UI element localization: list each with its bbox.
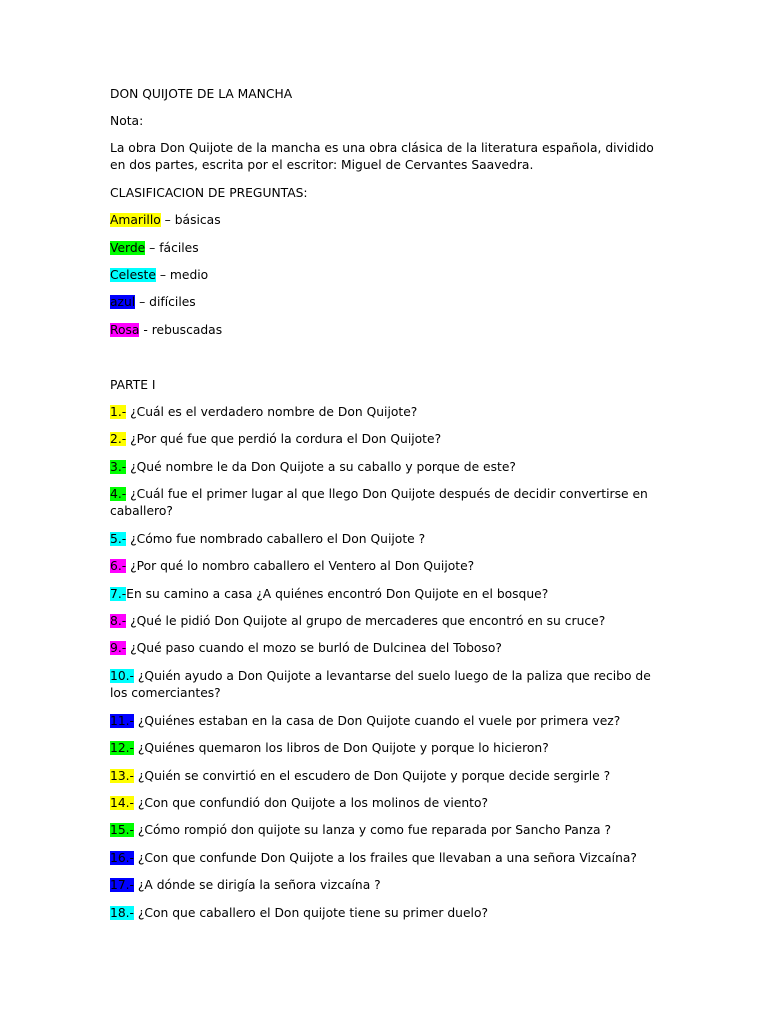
question-item (110, 404, 670, 421)
question-number: 16.- (110, 851, 134, 865)
question-text: ¿Cuál es el verdadero nombre de Don Quijote? (126, 405, 418, 419)
question-number: 10.- (110, 669, 134, 683)
question-item (110, 586, 670, 603)
question-number: 6.- (110, 559, 127, 573)
question-number: 4.- (110, 487, 127, 501)
question-item (110, 768, 670, 785)
legend-item (110, 322, 670, 339)
legend-description: – difíciles (135, 295, 196, 309)
question-text: ¿Quién se convirtió en el escudero de Don Quijote y porque decide sergirle ? (134, 769, 611, 783)
question-text: ¿Qué paso cuando el mozo se burló de Dulcinea del Toboso? (126, 641, 502, 655)
question-text: ¿Con que confunde Don Quijote a los frailes que llevaban a una señora Vizcaína? (134, 851, 637, 865)
question-item (110, 713, 670, 730)
question-number: 1.- (110, 405, 127, 419)
question-text: ¿Por qué lo nombro caballero el Ventero al Don Quijote? (126, 559, 475, 573)
question-item (110, 822, 670, 839)
question-text: ¿Con que confundió don Quijote a los molinos de viento? (134, 796, 488, 810)
question-item (110, 877, 670, 894)
legend-color-label: azul (110, 295, 136, 309)
legend-item (110, 294, 670, 311)
legend-color-label: Rosa (110, 323, 140, 337)
question-number: 14.- (110, 796, 134, 810)
question-number: 11.- (110, 714, 134, 728)
question-number: 18.- (110, 906, 134, 920)
question-number: 5.- (110, 532, 127, 546)
legend-item (110, 240, 670, 257)
question-number: 8.- (110, 614, 127, 628)
question-text: ¿Qué nombre le da Don Quijote a su caballo y porque de este? (126, 460, 516, 474)
question-item (110, 459, 670, 476)
question-item (110, 668, 670, 702)
question-item (110, 613, 670, 630)
question-item (110, 905, 670, 922)
question-text: ¿Quiénes quemaron los libros de Don Quijote y porque lo hicieron? (134, 741, 549, 755)
question-text: ¿Quién ayudo a Don Quijote a levantarse del suelo luego de la paliza que recibo de los comerciantes? (110, 669, 651, 700)
question-number: 17.- (110, 878, 134, 892)
question-text: ¿Qué le pidió Don Quijote al grupo de mercaderes que encontró en su cruce? (126, 614, 606, 628)
part-heading: PARTE I (110, 378, 156, 392)
question-item (110, 486, 670, 520)
question-number: 3.- (110, 460, 127, 474)
question-text: ¿Cómo rompió don quijote su lanza y como fue reparada por Sancho Panza ? (134, 823, 611, 837)
classification-heading: CLASIFICACION DE PREGUNTAS: (110, 186, 308, 200)
question-item (110, 850, 670, 867)
question-text: ¿Quiénes estaban en la casa de Don Quijote cuando el vuele por primera vez? (134, 714, 621, 728)
question-text: ¿Con que caballero el Don quijote tiene su primer duelo? (134, 906, 489, 920)
legend-item (110, 267, 670, 284)
question-number: 2.- (110, 432, 127, 446)
question-number: 9.- (110, 641, 127, 655)
legend-color-label: Celeste (110, 268, 156, 282)
legend-description: - rebuscadas (139, 323, 223, 337)
question-item (110, 795, 670, 812)
document-title: DON QUIJOTE DE LA MANCHA (110, 87, 293, 101)
question-text: ¿A dónde se dirigía la señora vizcaína ? (134, 878, 381, 892)
nota-label: Nota: (110, 114, 144, 128)
question-number: 12.- (110, 741, 134, 755)
question-item (110, 640, 670, 657)
intro-paragraph: La obra Don Quijote de la mancha es una obra clásica de la literatura española, dividido en dos partes, escrita por el escritor: Miguel de Cervantes Saavedra. (110, 141, 654, 172)
legend-color-label: Verde (110, 241, 146, 255)
legend-item (110, 212, 670, 229)
question-item (110, 558, 670, 575)
legend-description: – medio (155, 268, 209, 282)
question-item (110, 740, 670, 757)
question-text: En su camino a casa ¿A quiénes encontró Don Quijote en el bosque? (126, 587, 549, 601)
legend-description: – fáciles (145, 241, 199, 255)
legend-description: – básicas (160, 213, 221, 227)
legend-color-label: Amarillo (110, 213, 161, 227)
question-item (110, 431, 670, 448)
question-text: ¿Cómo fue nombrado caballero el Don Quijote ? (126, 532, 426, 546)
question-text: ¿Por qué fue que perdió la cordura el Don Quijote? (126, 432, 442, 446)
question-number: 7.- (110, 587, 127, 601)
question-item (110, 531, 670, 548)
question-number: 13.- (110, 769, 134, 783)
question-number: 15.- (110, 823, 134, 837)
question-text: ¿Cuál fue el primer lugar al que llego Don Quijote después de decidir convertirse en caballero? (110, 487, 648, 518)
